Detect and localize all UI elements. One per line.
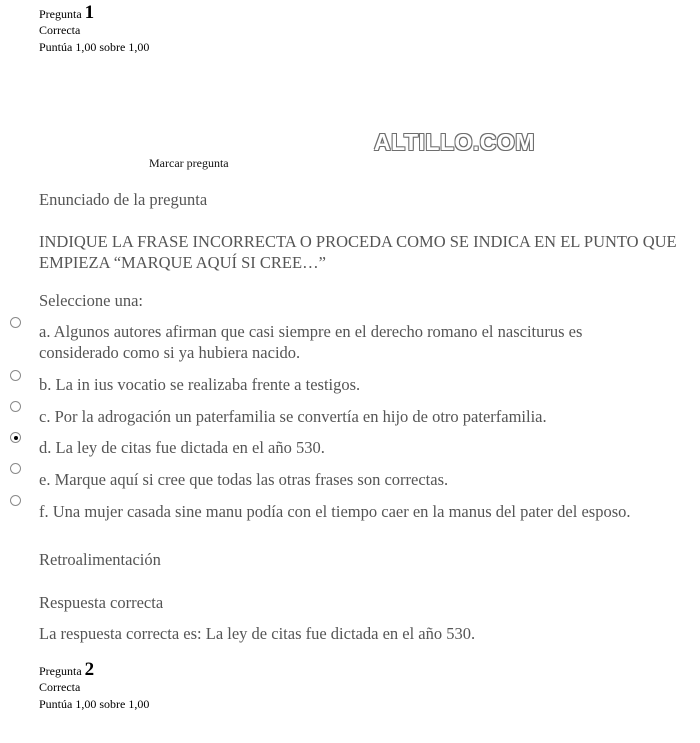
radio-icon[interactable] xyxy=(10,370,21,381)
radio-icon[interactable] xyxy=(10,495,21,506)
answer-option-text: c. Por la adrogación un paterfamilia se convertía en hijo de otro paterfamilia. xyxy=(39,407,547,426)
correct-answer-header: Respuesta correcta xyxy=(39,593,164,612)
radio-icon[interactable] xyxy=(10,463,21,474)
radio-selected-icon[interactable] xyxy=(10,432,21,443)
answer-option-text: a. Algunos autores afirman que casi siempre en el derecho romano el nasciturus es considerado como si ya hubiera nacido. xyxy=(39,322,583,362)
flag-question-link[interactable]: Marcar pregunta xyxy=(149,156,229,170)
answer-option-text: e. Marque aquí si cree que todas las otras frases son correctas. xyxy=(39,470,449,489)
question-number: 2 xyxy=(84,659,95,680)
question-2-info xyxy=(39,659,150,713)
question-status: Correcta xyxy=(39,23,81,37)
question-text-header: Enunciado de la pregunta xyxy=(39,190,208,209)
question-label: Pregunta xyxy=(39,7,82,21)
correct-answer-text: La respuesta correcta es: La ley de citas fue dictada en el año 530. xyxy=(39,624,476,643)
radio-icon[interactable] xyxy=(10,401,21,412)
question-label: Pregunta xyxy=(39,664,82,678)
answer-option-text: b. La in ius vocatio se realizaba frente a testigos. xyxy=(39,375,361,394)
altillo-watermark: ALTILLO.COM xyxy=(374,129,535,155)
question-status: Correcta xyxy=(39,680,81,694)
answer-option-text: d. La ley de citas fue dictada en el año 530. xyxy=(39,438,325,457)
feedback-header: Retroalimentación xyxy=(39,550,161,569)
question-1-title xyxy=(39,2,149,23)
question-1-info xyxy=(39,2,150,56)
answer-option-text: f. Una mujer casada sine manu podía con el tiempo caer en la manus del pater del esposo. xyxy=(39,502,631,521)
radio-icon[interactable] xyxy=(10,317,21,328)
question-number: 1 xyxy=(84,2,95,23)
question-2-title xyxy=(39,659,149,680)
question-stem: INDIQUE LA FRASE INCORRECTA O PROCEDA COMO SE INDICA EN EL PUNTO QUE EMPIEZA “MARQUE AQUÍ SI CREE…” xyxy=(39,232,677,272)
select-one-prompt: Seleccione una: xyxy=(39,291,143,310)
question-score: Puntúa 1,00 sobre 1,00 xyxy=(39,697,150,711)
question-score: Puntúa 1,00 sobre 1,00 xyxy=(39,40,150,54)
